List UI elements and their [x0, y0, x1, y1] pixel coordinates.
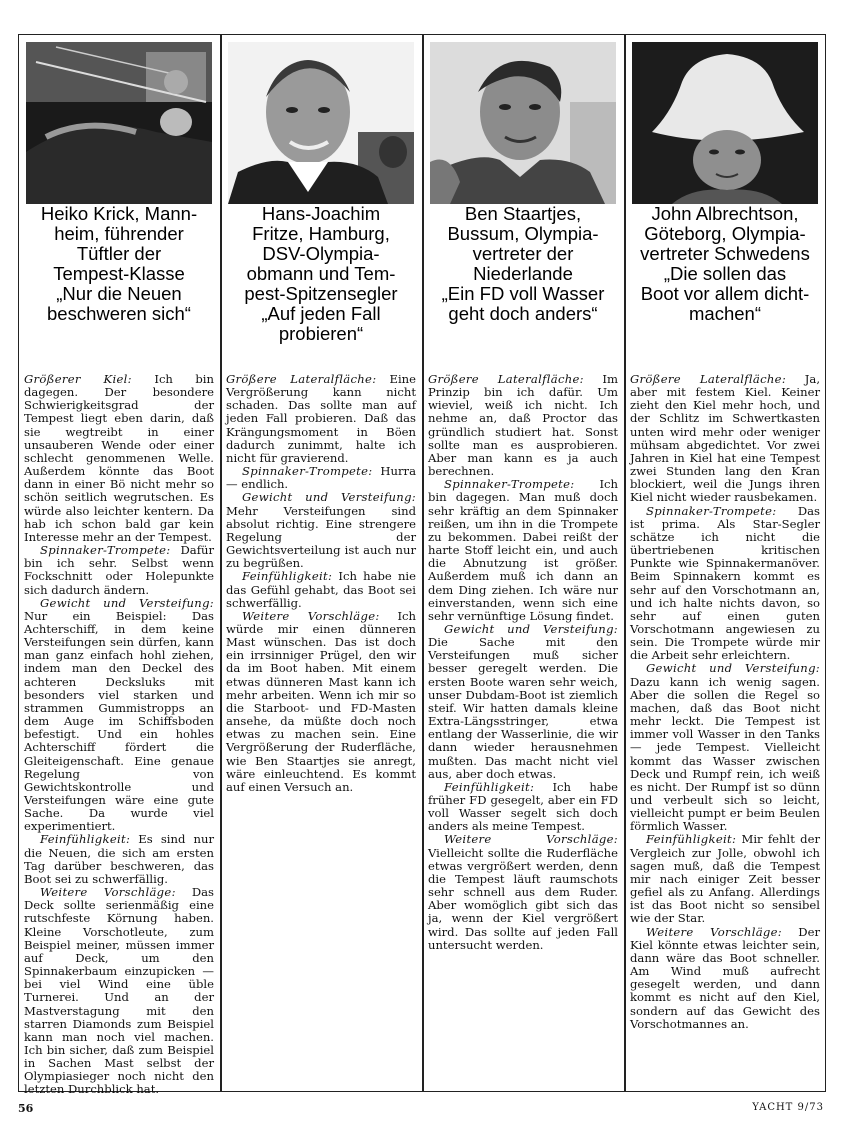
paragraph: Gewicht und Versteifung: Nur ein Beispiel: Das Achterschiff, in dem keine Versteifungen sein dürfen, kann man ganz einfach hohl ziehen, indem man den Deckel des achteren Decksluks mit besonders viel starken und strammen Gummistropps an dem Auge im Schiffsboden befestigt. Und ein hohles Achterschiff fördert die Gleiteigenschaft. Eine genaue Regelung von Gewichtskontrolle und Versteifungen wäre eine gute Sache. Da wurde viel experimentiert. [24, 595, 214, 834]
portrait-photo [632, 42, 818, 204]
headline: Hans-Joachim Fritze, Hamburg, DSV-Olympia- obmann und Tem- pest-Spitzensegler „Auf jeden Fall probieren“ [244, 203, 398, 344]
headline: Ben Staartjes, Bussum, Olympia- vertreter der Niederlande „Ein FD voll Wasser geht doch anders“ [441, 203, 605, 324]
paragraph: Spinnaker-Trompete: Das ist prima. Als Star-Segler schätze ich nicht die übertriebenen kritischen Punkte wie Spinnakermanöver. Beim Spinnakern kommt es sehr auf den Vorschotmann an, und ich halte nichts davon, so sehr auf einen guten Vorschotmann angewiesen zu sein. Die Trompete würde mir die Arbeit sehr erleichtern. [630, 503, 820, 663]
paragraph: Feinfühligkeit: Es sind nur die Neuen, die sich am ersten Tag darüber beschweren, das Boot sei zu schwerfällig. [24, 832, 214, 886]
paragraph: Gewicht und Versteifung: Die Sache mit den Versteifungen muß sicher besser geregelt werden. Die ersten Boote waren sehr weich, unser Dubdam-Boot ist ziemlich steif. Wir hatten damals kleine Extra-Längsstringer, etwa entlang der Wasserlinie, die wir dann wieder herausnehmen mußten. Das macht nicht viel aus, aber doch etwas. [428, 621, 618, 781]
paragraph: Größere Lateralfläche: Eine Vergrößerung kann nicht schaden. Das sollte man auf jeden Fall probieren. Daß das Krängungsmoment in Böen dadurch zunimmt, halte ich nicht für gravierend. [226, 372, 417, 465]
paragraph: Spinnaker-Trompete: Dafür bin ich sehr. Selbst wenn Fockschnitt oder Holepunkte sich dadurch ändern. [24, 543, 214, 597]
article-body [226, 373, 416, 794]
column-heiko-krick [18, 34, 220, 1097]
column-hans-joachim-fritze [220, 34, 422, 1092]
paragraph: Weitere Vorschläge: Das Deck sollte serienmäßig eine rutschfeste Körnung haben. Kleine Vorschotleute, zum Beispiel meiner, müssen immer auf Deck, um den Spinnakerbaum einzupicken — bei viel Wind eine üble Turnerei. Und an der Mastverstagung mit den starren Diamonds zum Beispiel kann man noch viel machen. Ich bin sicher, daß zum Beispiel in Sachen Mast selbst der Olympiasieger noch nicht den letzten Durchblick hat. [24, 885, 214, 1097]
magazine-issue: YACHT 9/73 [752, 1102, 824, 1113]
paragraph: Weitere Vorschläge: Ich würde mir einen dünneren Mast wünschen. Das ist doch ein irrsinniger Prügel, den wir da im Boot haben. Mit einem etwas dünneren Mast kann ich mehr arbeiten. Wenn ich mir so die Starboot- und FD-Masten ansehe, da müßte doch noch etwas zu machen sein. Eine Vergrößerung der Ruderfläche, wie Ben Staartjes sie anregt, wäre einleuchtend. Es kommt auf einen Versuch an. [226, 608, 416, 794]
headline: John Albrechtson, Göteborg, Olympia- vertreter Schwedens „Die sollen das Boot vor allem dicht- machen“ [640, 203, 810, 324]
paragraph: Weitere Vorschläge: Der Kiel könnte etwas leichter sein, dann wäre das Boot schneller. Am Wind muß aufrecht gesegelt werden, und dann kommt es nicht auf den Kiel, sondern auf das Gewicht des Vorschotmannes an. [630, 924, 820, 1031]
paragraph: Weitere Vorschläge: Vielleicht sollte die Ruderfläche etwas vergrößert werden, denn die Tempest läuft raumschots sehr schnell aus dem Ruder. Aber womöglich gibt sich das ja, wenn der Kiel vergrößert wird. Das sollte auf jeden Fall untersucht werden. [428, 832, 618, 952]
column-ben-staartjes [422, 34, 624, 1092]
page-number: 56 [18, 1102, 34, 1115]
article-body [24, 373, 214, 1097]
portrait-photo [26, 42, 212, 204]
paragraph: Gewicht und Versteifung: Mehr Versteifungen sind absolut richtig. Eine strengere Regelung der Gewichtsverteilung ist auch nur zu begrüßen. [226, 490, 416, 571]
column-john-albrechtson [624, 34, 826, 1092]
paragraph: Spinnaker-Trompete: Ich bin dagegen. Man muß doch sehr kräftig an dem Spinnaker reißen, um ihn in die Trompete zu bekommen. Dabei reißt der harte Stoff leicht ein, und auch die Abnutzung ist größer. Außerdem muß ich dann an dem Ding ziehen. Ich wäre nur einverstanden, wenn sich eine sehr vernünftige Lösung findet. [428, 477, 618, 623]
portrait-photo [430, 42, 616, 204]
paragraph: Größere Lateralfläche: Ja, aber mit festem Kiel. Keiner zieht den Kiel mehr hoch, und der Schlitz im Schwertkasten unten wird mehr oder weniger mühsam abgedichtet. Vor zwei Jahren in Kiel hat eine Tempest zwei Stunden lang den Kran blockiert, weil die Jungs ihren Kiel nicht wieder rausbekamen. [630, 372, 821, 505]
portrait-photo [228, 42, 414, 204]
paragraph: Feinfühligkeit: Ich habe früher FD gesegelt, aber ein FD voll Wasser segelt sich doch anders als meine Tempest. [428, 779, 618, 834]
paragraph: Größerer Kiel: Ich bin dagegen. Der besondere Schwierigkeitsgrad der Tempest liegt eben darin, daß sie wegtreibt in einer unsauberen Wende oder einer schlecht genommenen Welle. Außerdem könnte das Boot dann in einer Bö nicht mehr so schön seitlich wegrutschen. Es würde also leichter kentern. Da hab ich schon bald gar kein Interesse mehr an der Tempest. [24, 372, 214, 544]
paragraph: Spinnaker-Trompete: Hurra — endlich. [226, 464, 416, 492]
headline: Heiko Krick, Mann- heim, führender Tüftler der Tempest-Klasse „Nur die Neuen beschweren sich“ [40, 203, 198, 324]
paragraph: Feinfühligkeit: Ich habe nie das Gefühl gehabt, das Boot sei schwerfällig. [226, 569, 416, 610]
paragraph: Größere Lateralfläche: Im Prinzip bin ich dafür. Um wieviel, weiß ich nicht. Ich nehme an, daß Proctor das gründlich studiert hat. Sonst sollte man es ausprobieren. Aber man kann es ja auch berechnen. [428, 372, 618, 479]
paragraph: Feinfühligkeit: Mir fehlt der Vergleich zur Jolle, obwohl ich sagen muß, daß die Tempest mir nach einiger Zeit besser gefiel als zu Anfang. Allerdings ist das Boot nicht so sensibel wie der Star. [630, 832, 820, 926]
article-body [428, 373, 618, 952]
paragraph: Gewicht und Versteifung: Dazu kann ich wenig sagen. Aber die sollen die Regel so machen, daß das Boot nicht mehr leckt. Die Tempest ist immer voll Wasser in den Tanks — jede Tempest. Vielleicht kommt das Wasser zwischen Deck und Rumpf rein, ich weiß es nicht. Der Rumpf ist so dünn und verbeult sich so leicht, vielleicht pumpt er beim Beulen förmlich Wasser. [630, 661, 820, 834]
article-body [630, 373, 820, 1031]
